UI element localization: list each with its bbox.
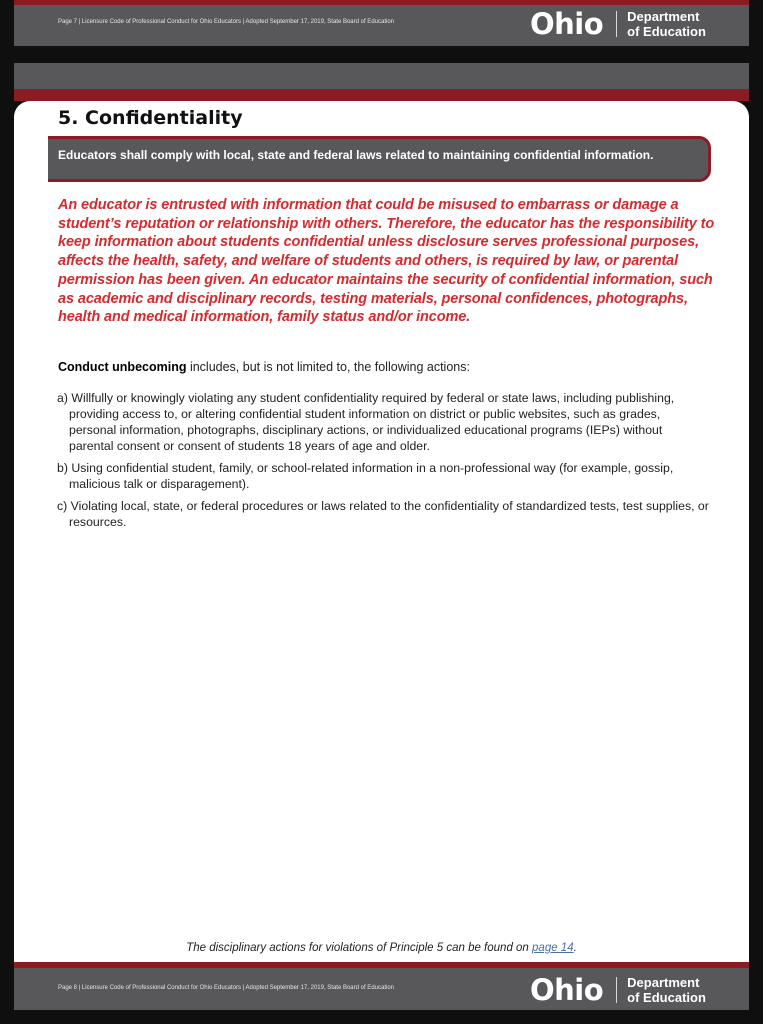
top-footer-meta: Page 7 | Licensure Code of Professional Conduct for Ohio Educators | Adopted September 17, 2019, State Board of Education (58, 19, 394, 25)
conduct-bold-label: Conduct unbecoming (58, 360, 187, 374)
principle-banner (48, 136, 711, 182)
top-ohio-logo (530, 6, 706, 41)
ohio-wordmark: Ohio (530, 6, 604, 41)
page-header-red-stripe (14, 89, 749, 101)
document-page (14, 101, 749, 967)
ohio-wordmark: Ohio (530, 972, 604, 1007)
department-line-1: Department (627, 9, 700, 24)
conduct-intro-rest: includes, but is not limited to, the following actions: (186, 360, 470, 374)
discipline-note-period: . (573, 942, 577, 954)
bottom-ohio-logo (530, 972, 706, 1007)
conduct-item-a: a) Willfully or knowingly violating any student confidentiality required by federal or state laws, including publishing, providing access to, or altering confidential student information on district or public websites, such as grades, personal information, photographs, disciplinary actions, or individualized educational programs (IEPs) without parental consent or consent of students 18 years of age and older. (57, 391, 675, 453)
department-line-2: of Education (627, 990, 706, 1005)
page-14-link[interactable]: page 14 (532, 942, 574, 954)
confidentiality-statement: An educator is entrusted with information that could be misused to embarrass or damage a student’s reputation or relationship with others. Therefore, the educator has the responsibility to keep information about students confidential unless disclosure serves professional purposes, affects the health, safety, and welfare of students and others, is required by law, or parental permission has been given. An educator maintains the security of confidential information, such as academic and disciplinary records, testing materials, personal confidences, photographs, health and medical information, family status and/or income. (58, 197, 715, 326)
department-line-1: Department (627, 975, 700, 990)
department-name (627, 975, 706, 1005)
conduct-item-c: c) Violating local, state, or federal procedures or laws related to the confidentiality of standardized tests, test supplies, or resources. (57, 499, 709, 529)
conduct-item-b: b) Using confidential student, family, or school-related information in a non-professional way (for example, gossip, malicious talk or disparagement). (57, 461, 674, 491)
discipline-note (14, 942, 749, 954)
logo-divider (616, 11, 617, 37)
department-line-2: of Education (627, 24, 706, 39)
principle-text: Educators shall comply with local, state and federal laws related to maintaining confidential information. (58, 148, 654, 162)
section-title: 5. Confidentiality (58, 107, 243, 129)
conduct-unbecoming-intro (58, 359, 718, 375)
bottom-footer-meta: Page 8 | Licensure Code of Professional Conduct for Ohio Educators | Adopted September 17, 2019, State Board of Education (58, 985, 394, 991)
discipline-note-text: The disciplinary actions for violations of Principle 5 can be found on (186, 942, 533, 954)
logo-divider (616, 977, 617, 1003)
department-name (627, 9, 706, 39)
